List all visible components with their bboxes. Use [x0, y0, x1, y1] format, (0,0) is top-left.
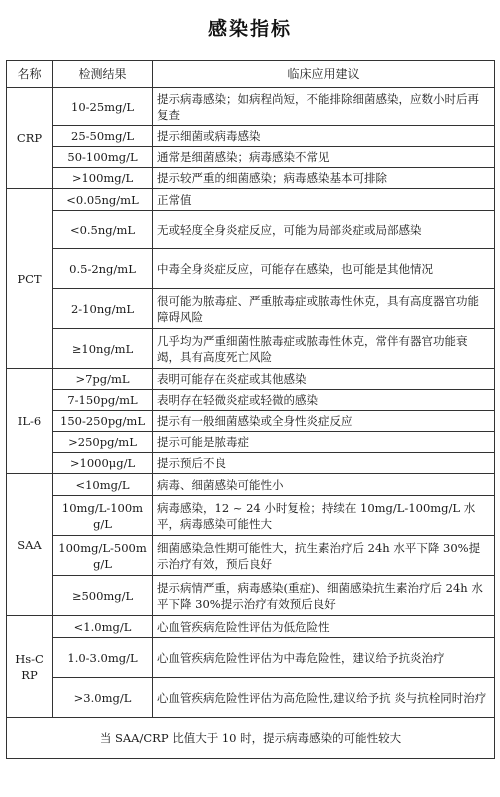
indicator-name: SAA: [7, 474, 53, 616]
table-row: [7, 390, 495, 411]
header-name: 名称: [7, 61, 53, 88]
clinical-advice: 病毒感染，12 ~ 24 小时复检；持续在 10mg/L-100mg/L 水平，病毒感染可能性大: [153, 496, 495, 536]
clinical-advice: 无或轻度全身炎症反应，可能为局部炎症或局部感染: [153, 211, 495, 249]
test-result: >1000μg/L: [53, 453, 153, 474]
header-advice: 临床应用建议: [153, 61, 495, 88]
table-row: [7, 536, 495, 576]
clinical-advice: 心血管疾病危险性评估为低危险性: [153, 616, 495, 638]
table-row: [7, 329, 495, 369]
clinical-advice: 病毒、细菌感染可能性小: [153, 474, 495, 496]
test-result: >7pg/mL: [53, 369, 153, 390]
clinical-advice: 提示病情严重，病毒感染(重症)、细菌感染抗生素治疗后 24h 水平下降 30%提示治疗有效预后良好: [153, 576, 495, 616]
table-header-row: [7, 61, 495, 88]
clinical-advice: 正常值: [153, 189, 495, 211]
clinical-advice: 提示可能是脓毒症: [153, 432, 495, 453]
indicator-name: Hs-CRP: [7, 616, 53, 718]
page-title: 感染指标: [207, 18, 292, 40]
test-result: <0.5ng/mL: [53, 211, 153, 249]
test-result: >100mg/L: [53, 168, 153, 189]
test-result: <0.05ng/mL: [53, 189, 153, 211]
test-result: ≥500mg/L: [53, 576, 153, 616]
clinical-advice: 表明存在轻微炎症或轻微的感染: [153, 390, 495, 411]
table-row: [7, 411, 495, 432]
test-result: 25-50mg/L: [53, 126, 153, 147]
clinical-advice: 提示细菌或病毒感染: [153, 126, 495, 147]
test-result: 100mg/L-500mg/L: [53, 536, 153, 576]
clinical-advice: 提示有一般细菌感染或全身性炎症反应: [153, 411, 495, 432]
table-row: [7, 147, 495, 168]
table-row: [7, 289, 495, 329]
clinical-advice: 提示较严重的细菌感染；病毒感染基本可排除: [153, 168, 495, 189]
table-row: [7, 678, 495, 718]
table-row: [7, 638, 495, 678]
table-row: [7, 432, 495, 453]
table-row: [7, 168, 495, 189]
test-result: >3.0mg/L: [53, 678, 153, 718]
indicator-name: PCT: [7, 189, 53, 369]
test-result: 1.0-3.0mg/L: [53, 638, 153, 678]
test-result: 150-250pg/mL: [53, 411, 153, 432]
clinical-advice: 细菌感染急性期可能性大，抗生素治疗后 24h 水平下降 30%提示治疗有效，预后良好: [153, 536, 495, 576]
clinical-advice: 提示病毒感染；如病程尚短，不能排除细菌感染，应数小时后再复查: [153, 88, 495, 126]
indicator-name: CRP: [7, 88, 53, 189]
table-row: [7, 369, 495, 390]
table-row: [7, 474, 495, 496]
table-row: [7, 616, 495, 638]
test-result: ≥10ng/mL: [53, 329, 153, 369]
test-result: 50-100mg/L: [53, 147, 153, 168]
clinical-advice: 通常是细菌感染；病毒感染不常见: [153, 147, 495, 168]
test-result: 7-150pg/mL: [53, 390, 153, 411]
clinical-advice: 很可能为脓毒症、严重脓毒症或脓毒性休克，具有高度器官功能障碍风险: [153, 289, 495, 329]
table-row: [7, 189, 495, 211]
indicator-name: IL-6: [7, 369, 53, 474]
table-row: [7, 249, 495, 289]
footer-row: [7, 718, 495, 759]
test-result: 2-10ng/mL: [53, 289, 153, 329]
test-result: <10mg/L: [53, 474, 153, 496]
table-row: [7, 211, 495, 249]
infection-indicator-table: [6, 60, 495, 759]
table-row: [7, 126, 495, 147]
footer-note: 当 SAA/CRP 比值大于 10 时，提示病毒感染的可能性较大: [7, 718, 495, 759]
clinical-advice: 心血管疾病危险性评估为高危险性,建议给予抗 炎与抗栓同时治疗: [153, 678, 495, 718]
test-result: 10-25mg/L: [53, 88, 153, 126]
table-row: [7, 88, 495, 126]
test-result: 0.5-2ng/mL: [53, 249, 153, 289]
test-result: <1.0mg/L: [53, 616, 153, 638]
table-row: [7, 453, 495, 474]
clinical-advice: 中毒全身炎症反应，可能存在感染，也可能是其他情况: [153, 249, 495, 289]
table-row: [7, 496, 495, 536]
clinical-advice: 表明可能存在炎症或其他感染: [153, 369, 495, 390]
clinical-advice: 心血管疾病危险性评估为中毒危险性，建议给予抗炎治疗: [153, 638, 495, 678]
test-result: 10mg/L-100mg/L: [53, 496, 153, 536]
clinical-advice: 几乎均为严重细菌性脓毒症或脓毒性休克，常伴有器官功能衰竭，具有高度死亡风险: [153, 329, 495, 369]
test-result: >250pg/mL: [53, 432, 153, 453]
header-result: 检测结果: [53, 61, 153, 88]
clinical-advice: 提示预后不良: [153, 453, 495, 474]
table-body: [7, 88, 495, 759]
table-row: [7, 576, 495, 616]
